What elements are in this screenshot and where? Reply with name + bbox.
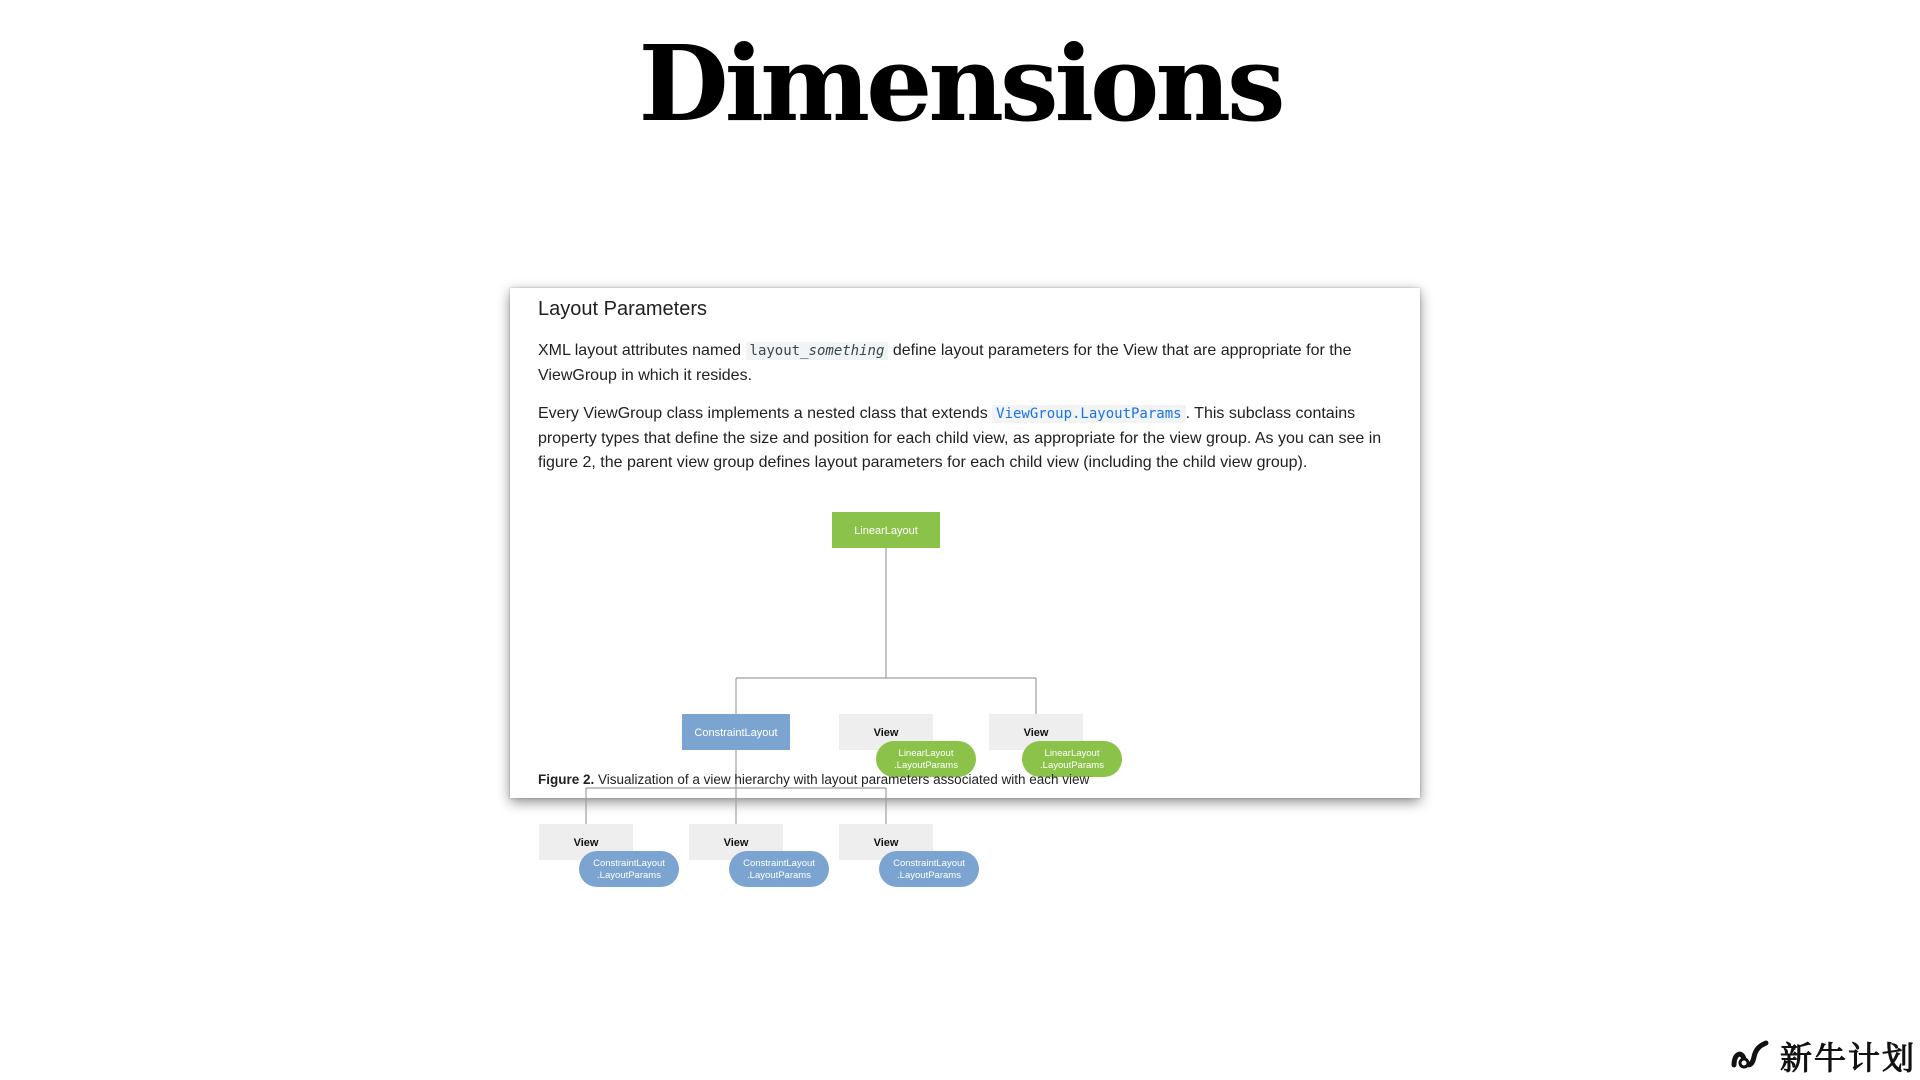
node-linearlayout-root-label: LinearLayout	[854, 525, 918, 537]
node-constraint-params-2	[729, 851, 829, 887]
brand-logo	[1730, 1036, 1916, 1076]
paragraph-layout-attributes	[538, 339, 1398, 388]
node-linear-params-3-line1: LinearLayout	[1044, 748, 1100, 759]
node-view-2-label: View	[873, 727, 899, 739]
node-constraint-params-1	[579, 851, 679, 887]
node-view-3-label: View	[1023, 727, 1049, 739]
paragraph-viewgroup	[538, 402, 1398, 476]
node-view-child-3-label: View	[873, 837, 899, 849]
node-linear-params-3-line2: .LayoutParams	[1040, 760, 1104, 771]
viewgroup-layoutparams-link[interactable]: ViewGroup.LayoutParams	[992, 405, 1185, 423]
document-screenshot	[510, 288, 1420, 881]
node-constraintlayout-label: ConstraintLayout	[694, 727, 778, 739]
node-view-child-2-label: View	[723, 837, 749, 849]
document-body	[538, 296, 1398, 490]
node-constraint-params-3-line2: .LayoutParams	[897, 870, 961, 881]
code-layout-something	[746, 342, 889, 360]
node-constraint-params-2-shape	[729, 851, 829, 887]
slide-title: Dimensions	[638, 22, 1282, 145]
node-constraint-params-3	[879, 851, 979, 887]
node-constraint-params-2-line1: ConstraintLayout	[743, 858, 815, 869]
node-linear-params-2-line1: LinearLayout	[898, 748, 954, 759]
para1-text-before: XML layout attributes named	[538, 342, 746, 359]
code-layout-prefix: layout_	[749, 343, 809, 359]
para2-text-before: Every ViewGroup class implements a nested class that extends	[538, 405, 993, 422]
node-view-child-1-label: View	[573, 837, 599, 849]
para1-text-after: define layout parameters for the View that are appropriate for the ViewGroup in which it resides.	[538, 342, 1352, 384]
figure-label: Figure 2.	[538, 772, 595, 787]
node-linearlayout-root	[832, 512, 940, 548]
node-linear-params-2-line2: .LayoutParams	[894, 760, 958, 771]
node-constraint-params-1-line1: ConstraintLayout	[593, 858, 665, 869]
code-something: something	[808, 343, 885, 359]
node-constraint-params-2-line2: .LayoutParams	[747, 870, 811, 881]
node-constraint-params-3-shape	[879, 851, 979, 887]
section-heading: Layout Parameters	[538, 298, 707, 320]
para2-text-after: . This subclass contains property types that define the size and position for each child view, as appropriate for the view group. As you can see in figure 2, the parent view group defines layout parameters for each child view (including the child view group).	[538, 405, 1382, 471]
brand-text: 新牛计划	[1780, 1040, 1917, 1076]
brand-mark-icon	[1730, 1039, 1770, 1073]
figure-caption	[538, 772, 1089, 787]
figure-caption-text: Visualization of a view hierarchy with layout parameters associated with each view	[594, 772, 1090, 787]
node-constraint-params-3-line1: ConstraintLayout	[893, 858, 965, 869]
node-constraint-params-1-shape	[579, 851, 679, 887]
node-constraint-params-1-line2: .LayoutParams	[597, 870, 661, 881]
node-constraintlayout	[682, 714, 790, 750]
